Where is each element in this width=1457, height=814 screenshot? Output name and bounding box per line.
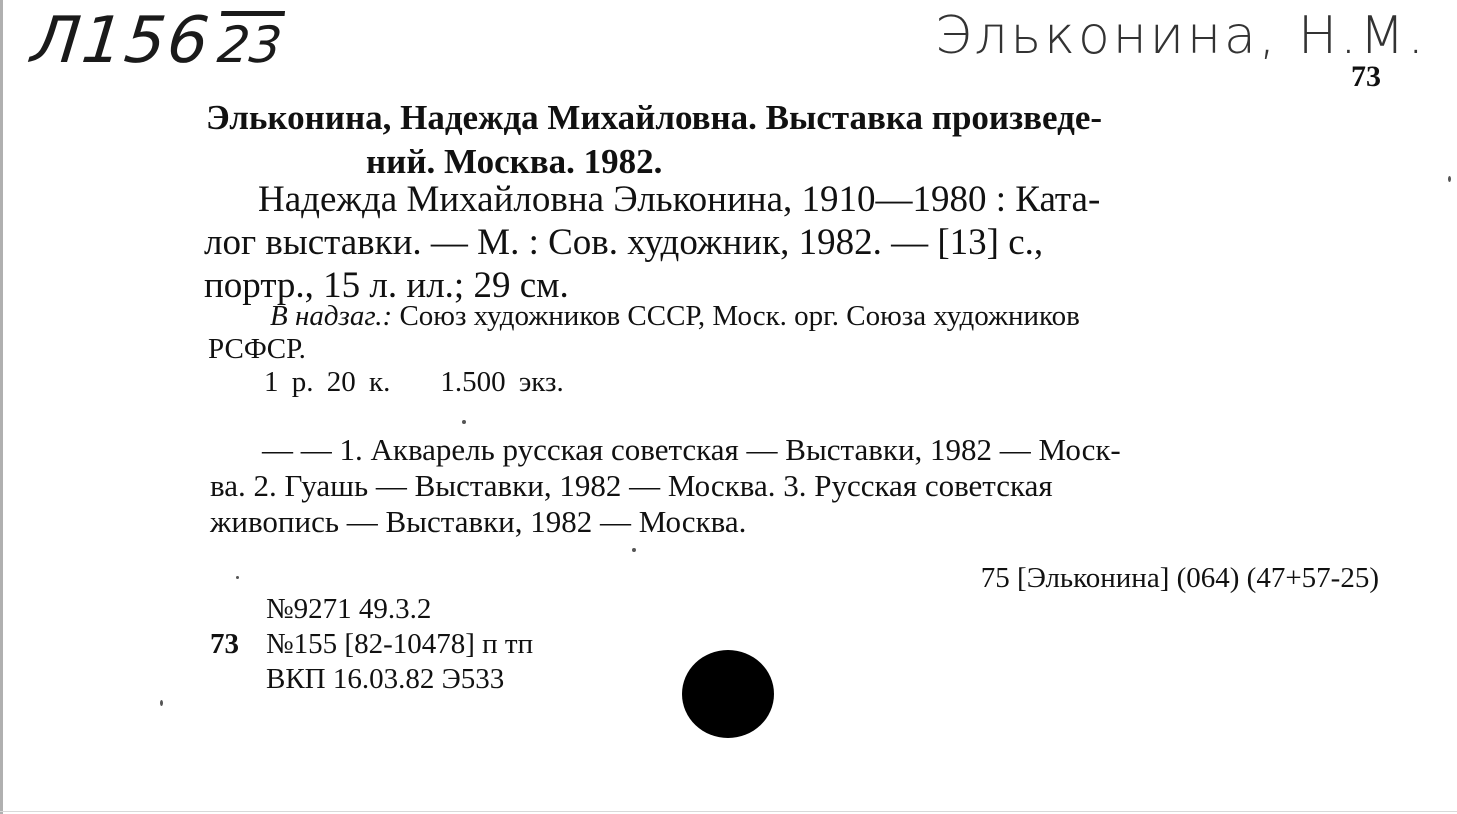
notes-prefix: В надзаг.: (270, 300, 393, 332)
registry-line-1: №9271 49.3.2 (266, 593, 432, 625)
card-bottom-edge (0, 811, 1457, 812)
registry-line-3: ВКП 16.03.82 Э533 (266, 663, 505, 695)
subjects-line-1: — — 1. Акварель русская советская — Выставки, 1982 — Моск- (262, 432, 1121, 467)
subject-headings (210, 432, 1121, 540)
paper-speck (632, 548, 636, 552)
print-run: 1.500 экз. (440, 366, 564, 398)
description-line-1: Надежда Михайловна Эльконина, 1910—1980 : Ката- (258, 179, 1101, 220)
paper-speck (160, 700, 163, 706)
shelf-mark-text: Л156 (28, 4, 215, 78)
handwritten-shelf-mark (28, 4, 286, 78)
bibliographic-description (204, 178, 1100, 307)
description-line-2: лог выставки. — М. : Сов. художник, 1982. — [13] с., (204, 222, 1044, 263)
notes-line-1-rest: Союз художников СССР, Моск. орг. Союза художников (392, 300, 1080, 332)
classification-index: 75 [Эльконина] (064) (47+57-25) (980, 562, 1379, 594)
heading-line-2: ний. Москва. 1982. (366, 142, 663, 181)
card-left-edge (0, 0, 3, 814)
heading-line-1: Эльконина, Надежда Михайловна. Выставка произведе- (206, 98, 1103, 137)
registry-block (210, 592, 533, 697)
price-cost: 1 р. 20 к. (264, 366, 391, 398)
notes-line-2: РСФСР. (208, 333, 306, 365)
notes-line-1 (208, 300, 1080, 333)
shelf-mark-sub: 23 (214, 16, 285, 74)
subjects-line-2: ва. 2. Гуашь — Выставки, 1982 — Москва. 3. Русская советская (210, 468, 1053, 503)
notes-block (208, 300, 1080, 366)
subjects-line-3: живопись — Выставки, 1982 — Москва. (210, 504, 747, 539)
registry-line-2 (210, 627, 533, 662)
paper-speck (1448, 176, 1451, 182)
registry-line-2-text: №155 [82-10478] п тп (266, 628, 534, 660)
paper-speck (462, 420, 466, 424)
card-number: 73 (1351, 60, 1381, 93)
entry-heading (206, 96, 1102, 184)
punch-hole (682, 650, 774, 738)
paper-speck (236, 576, 239, 579)
handwritten-name: Эльконина, Н.М. (934, 6, 1427, 66)
price-line (264, 366, 564, 399)
description-line-3: портр., 15 л. ил.; 29 см. (204, 265, 569, 306)
registry-line-2-lead: 73 (210, 628, 239, 660)
